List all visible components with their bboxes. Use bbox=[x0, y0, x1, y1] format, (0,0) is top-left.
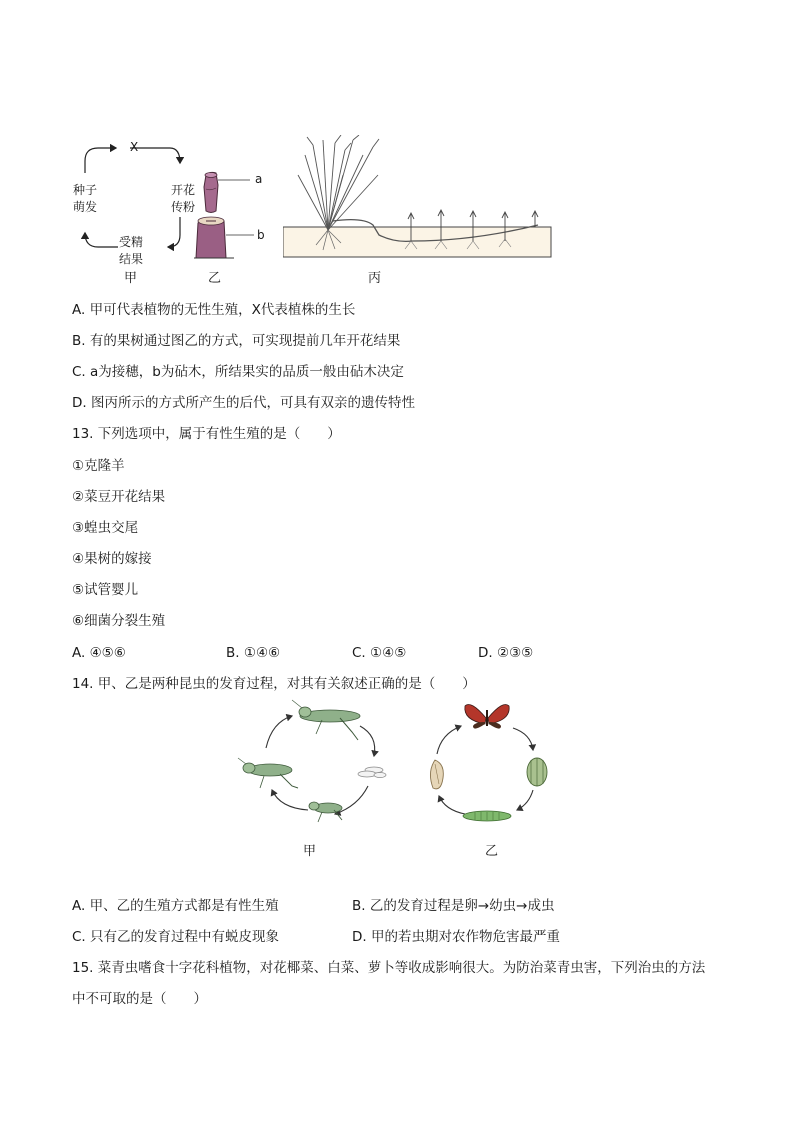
grasshopper-cycle bbox=[230, 698, 390, 833]
q13-item-2: ②菜豆开花结果 bbox=[72, 489, 166, 505]
q13-option-d: D. ②③⑤ bbox=[478, 645, 534, 661]
cycle-germinate: 萌发 bbox=[73, 200, 98, 214]
q14-option-c: C. 只有乙的发育过程中有蜕皮现象 bbox=[72, 929, 280, 945]
q12-option-d: D. 图丙所示的方式所产生的后代，可具有双亲的遗传特性 bbox=[72, 395, 415, 411]
q13-item-1: ①克隆羊 bbox=[72, 458, 125, 474]
q13-item-5: ⑤试管婴儿 bbox=[72, 582, 139, 598]
q13-item-4: ④果树的嫁接 bbox=[72, 551, 152, 567]
q13-option-b: B. ①④⑥ bbox=[226, 645, 281, 661]
caption-yi: 乙 bbox=[208, 271, 222, 286]
caterpillar bbox=[463, 811, 511, 821]
cycle-fruit: 结果 bbox=[119, 252, 144, 266]
butterfly-egg bbox=[527, 758, 547, 786]
layering-illustration bbox=[283, 135, 553, 259]
q12-option-c: C. a为接穗，b为砧木，所结果实的品质一般由砧木决定 bbox=[72, 364, 404, 380]
q14-option-d: D. 甲的若虫期对农作物危害最严重 bbox=[352, 929, 560, 945]
q13-option-a: A. ④⑤⑥ bbox=[72, 645, 126, 661]
q13-option-c: C. ①④⑤ bbox=[352, 645, 407, 661]
graft-label-b: b bbox=[257, 228, 265, 242]
figure-insect-development bbox=[230, 698, 570, 868]
caption-bing: 丙 bbox=[368, 271, 382, 286]
egg-cluster bbox=[358, 767, 386, 778]
q12-option-b: B. 有的果树通过图乙的方式，可实现提前几年开花结果 bbox=[72, 333, 401, 349]
q15-stem-line1: 15. 菜青虫嗜食十字花科植物，对花椰菜、白菜、萝卜等收成影响很大。为防治菜青虫害，下列治虫的方法 bbox=[72, 960, 706, 976]
cycle-flower: 开花 bbox=[171, 183, 196, 197]
q14-option-a: A. 甲、乙的生殖方式都是有性生殖 bbox=[72, 898, 279, 914]
q12-option-a: A. 甲可代表植物的无性生殖，X代表植株的生长 bbox=[72, 302, 356, 318]
q14-stem: 14. 甲、乙是两种昆虫的发育过程，对其有关叙述正确的是（ ） bbox=[72, 676, 476, 692]
q13-stem: 13. 下列选项中，属于有性生殖的是（ ） bbox=[72, 426, 341, 442]
caption-q14-jia: 甲 bbox=[303, 844, 317, 859]
older-nymph bbox=[238, 758, 298, 788]
figure-reproduction bbox=[70, 135, 560, 285]
butterfly-cycle bbox=[425, 698, 565, 833]
pupa bbox=[430, 760, 443, 789]
adult-grasshopper bbox=[292, 700, 360, 740]
cycle-x: X bbox=[130, 140, 139, 154]
young-nymph bbox=[309, 802, 342, 822]
caption-jia: 甲 bbox=[124, 271, 138, 286]
caption-q14-yi: 乙 bbox=[485, 844, 499, 859]
cycle-seed: 种子 bbox=[73, 183, 98, 197]
cycle-fertilize: 受精 bbox=[119, 235, 144, 249]
cycle-pollinate: 传粉 bbox=[171, 200, 196, 214]
q13-item-3: ③蝗虫交尾 bbox=[72, 520, 139, 536]
q14-option-b: B. 乙的发育过程是卵→幼虫→成虫 bbox=[352, 898, 555, 914]
adult-butterfly bbox=[465, 705, 509, 729]
q15-stem-line2: 中不可取的是（ ） bbox=[72, 991, 207, 1007]
q13-item-6: ⑥细菌分裂生殖 bbox=[72, 613, 166, 629]
graft-label-a: a bbox=[255, 172, 263, 186]
